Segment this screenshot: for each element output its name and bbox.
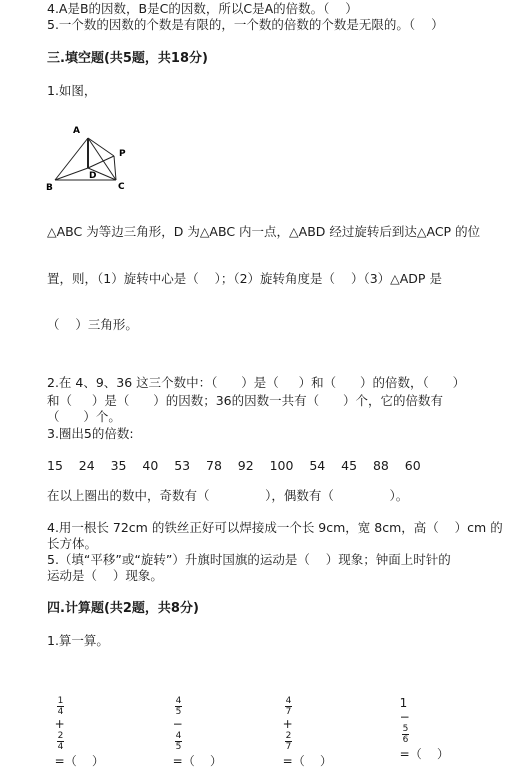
label-p: P — [119, 149, 126, 159]
fraction: $\frac{5}{6}$ — [402, 724, 409, 745]
fill-question-3-followup: 在以上圈出的数中，奇数有（ ），偶数有（ ）。 — [47, 488, 409, 503]
calc-item-4: 1 − $\frac{5}{6}$ =（ ） — [399, 696, 449, 761]
fill-question-4-line-2: 长方体。 — [47, 536, 98, 551]
calc-item-1: $\frac{1}{4}$ + $\frac{2}{4}$ =（ ） — [54, 696, 104, 768]
fraction: $\frac{4}{7}$ — [285, 696, 292, 717]
fill-question-5-line-1: 5.（填“平移”或“旋转”）升旗时国旗的运动是（ ）现象；钟面上时针的 — [47, 552, 451, 567]
triangle-text-1: △ABC 为等边三角形，D 为△ABC 内一点，△ABD 经过旋转后到达△ACP 的位 — [47, 224, 481, 239]
fill-question-5-line-2: 运动是（ ）现象。 — [47, 568, 163, 583]
edge-pc — [114, 156, 116, 180]
question-4: 4.A是B的因数，B是C的因数，所以C是A的倍数。（ ） — [47, 1, 358, 16]
label-a: A — [73, 126, 80, 136]
edge-ap — [88, 138, 114, 156]
fill-question-2-line-3: （ ）个。 — [47, 409, 121, 424]
fraction: $\frac{1}{4}$ — [57, 696, 64, 717]
fill-question-2-line-2: 和（ ）是（ ）的因数；36的因数一共有（ ）个，它的倍数有 — [47, 393, 443, 408]
calc-item-2: $\frac{4}{5}$ − $\frac{4}{5}$ =（ ） — [172, 696, 222, 768]
section-4-heading: 四.计算题(共2题，共8分) — [47, 601, 199, 616]
number-list: 15 24 35 40 53 78 92 100 54 45 88 60 — [47, 458, 421, 473]
calc-item-3: $\frac{4}{7}$ + $\frac{2}{7}$ =（ ） — [282, 696, 332, 768]
section-3-heading: 三.填空题(共5题，共18分) — [47, 51, 208, 66]
fill-question-2-line-1: 2.在 4、9、36 这三个数中：（ ）是（ ）和（ ）的倍数，（ ） — [47, 375, 466, 390]
fraction: $\frac{4}{5}$ — [175, 696, 182, 717]
label-b: B — [46, 183, 53, 193]
question-5: 5.一个数的因数的个数是有限的，一个数的倍数的个数是无限的。（ ） — [47, 17, 444, 32]
label-c: C — [118, 182, 125, 192]
calc-question-1: 1.算一算。 — [47, 633, 109, 648]
fill-question-4-line-1: 4.用一根长 72cm 的铁丝正好可以焊接成一个长 9cm，宽 8cm，高（ ）cm 的 — [47, 520, 503, 535]
triangle-text-2: 置，则，（1）旋转中心是（ ）；（2）旋转角度是（ ）（3）△ADP 是 — [47, 271, 442, 286]
fill-question-1: 1.如图， — [47, 83, 97, 98]
fraction: $\frac{2}{7}$ — [285, 731, 292, 752]
triangle-text-3: （ ）三角形。 — [47, 317, 138, 332]
fill-question-3: 3.圈出5的倍数: — [47, 426, 134, 441]
label-d: D — [89, 171, 97, 181]
fraction: $\frac{2}{4}$ — [57, 731, 64, 752]
fraction: $\frac{4}{5}$ — [175, 731, 182, 752]
triangle-diagram — [40, 118, 140, 198]
